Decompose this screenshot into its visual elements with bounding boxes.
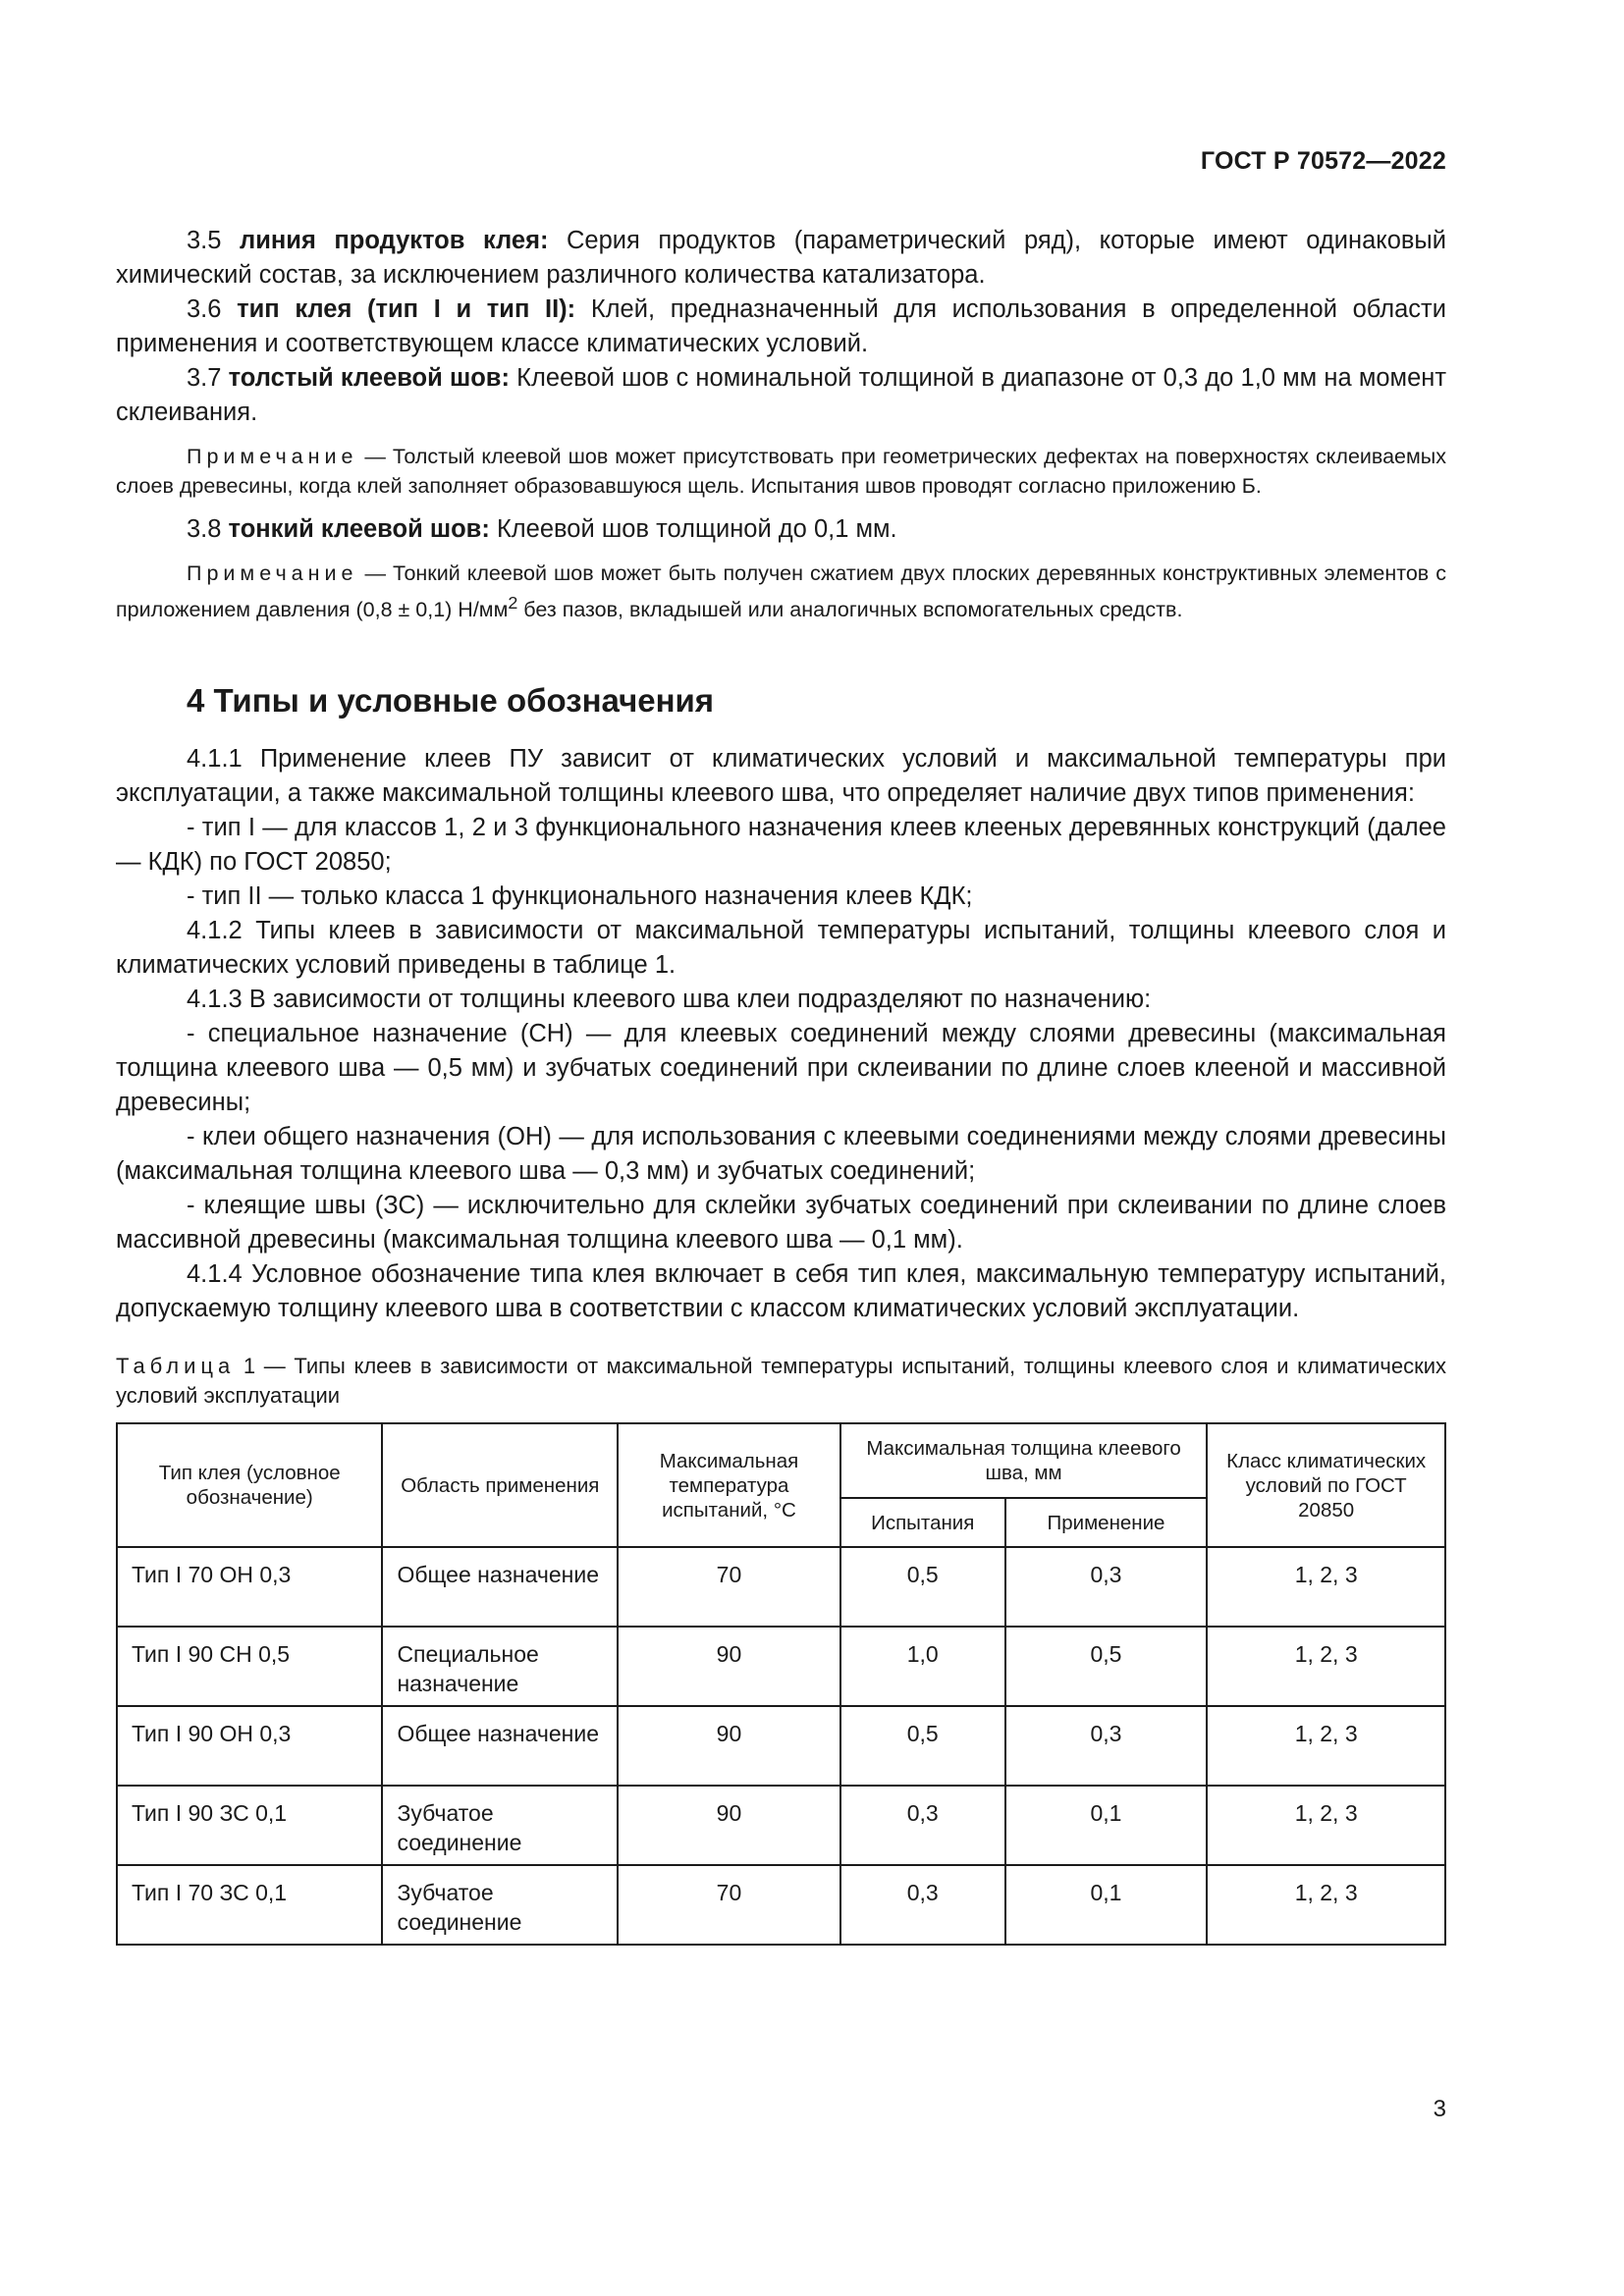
cell-class: 1, 2, 3 [1207, 1786, 1445, 1865]
header-application-area: Область применения [382, 1423, 618, 1547]
paragraph-4-1-4: 4.1.4 Условное обозначение типа клея включает в себя тип клея, максимальную температуру испытаний, допускаемую толщину клеевого шва в соответствии с классом климатических условий эксплуатации. [116, 1260, 1446, 1323]
cell-use: 0,5 [1005, 1627, 1208, 1706]
table-row [117, 1627, 1445, 1706]
note-thin-seam [116, 559, 1446, 624]
list-item: - тип II — только класса 1 функционального назначения клеев КДК; [187, 882, 973, 911]
cell-test: 1,0 [840, 1627, 1005, 1706]
glue-types-table [116, 1422, 1446, 1946]
cell-class: 1, 2, 3 [1207, 1547, 1445, 1627]
table-row [117, 1865, 1445, 1945]
header-glue-type: Тип клея (условное обозначение) [117, 1423, 382, 1547]
definition-number: 3.5 [187, 227, 222, 254]
cell-area: Общее назначение [382, 1706, 618, 1786]
header-use: Применение [1005, 1498, 1208, 1547]
cell-temp: 70 [618, 1865, 840, 1945]
cell-class: 1, 2, 3 [1207, 1865, 1445, 1945]
table-caption [116, 1352, 1446, 1411]
list-item: - тип I — для классов 1, 2 и 3 функционального назначения клеев клееных деревянных конструкций (далее — КДК) по ГОСТ 20850; [116, 814, 1446, 877]
cell-type: Тип I 90 ЗС 0,1 [117, 1786, 382, 1865]
document-body [116, 224, 1446, 1946]
cell-area: Зубчатое соединение [382, 1786, 618, 1865]
section-title: 4 Типы и условные обозначения [187, 682, 715, 720]
definition-term: тип клея (тип I и тип II): [237, 295, 576, 323]
paragraph-4-1-3: 4.1.3 В зависимости от толщины клеевого шва клеи подразделяют по назначению: [187, 986, 1152, 1014]
table-caption-text: 1 — Типы клеев в зависимости от максимальной температуры испытаний, толщины клеевого слоя и климатических условий эксплуатации [116, 1354, 1446, 1409]
list-item: - клеящие швы (ЗС) — исключительно для склейки зубчатых соединений при склеивании по длине слоев массивной древесины (максимальная толщина клеевого шва — 0,1 мм). [116, 1192, 1446, 1255]
cell-test: 0,3 [840, 1865, 1005, 1945]
note-text: — Тонкий клеевой шов может быть получен сжатием двух плоских деревянных конструктивных элементов с приложением давления (0,8 ± 0,1) Н/мм [116, 561, 1446, 622]
definition-term: линия продуктов клея: [240, 227, 549, 254]
cell-area: Общее назначение [382, 1547, 618, 1627]
cell-test: 0,5 [840, 1706, 1005, 1786]
definition-3-5 [116, 224, 1446, 293]
note-label: Примечание [187, 561, 358, 585]
definition-number: 3.8 [187, 515, 222, 543]
table-row [117, 1547, 1445, 1627]
header-max-temperature: Максимальная температура испытаний, °С [618, 1423, 840, 1547]
cell-type: Тип I 70 ЗС 0,1 [117, 1865, 382, 1945]
definition-3-7 [116, 361, 1446, 430]
table-row [117, 1786, 1445, 1865]
header-max-thickness: Максимальная толщина клеевого шва, мм [840, 1423, 1208, 1498]
table-caption-label: Таблица [116, 1354, 236, 1379]
cell-area: Зубчатое соединение [382, 1865, 618, 1945]
cell-use: 0,1 [1005, 1786, 1208, 1865]
list-item: - специальное назначение (СН) — для клеевых соединений между слоями древесины (максимальная толщина клеевого шва — 0,5 мм) и зубчатых соединений при склеивании по длине слоев клееной и массивной древесины; [116, 1020, 1446, 1117]
paragraph-4-1-2: 4.1.2 Типы клеев в зависимости от максимальной температуры испытаний, толщины клеевого слоя и климатических условий приведены в таблице 1. [116, 917, 1446, 980]
cell-test: 0,5 [840, 1547, 1005, 1627]
definition-text: Клеевой шов с номинальной толщиной в диапазоне от 0,3 до 1,0 мм на момент склеивания. [116, 364, 1447, 426]
cell-use: 0,3 [1005, 1547, 1208, 1627]
note-text-end: без пазов, вкладышей или аналогичных вспомогательных средств. [517, 598, 1183, 622]
cell-use: 0,3 [1005, 1706, 1208, 1786]
cell-temp: 90 [618, 1786, 840, 1865]
definition-number: 3.7 [187, 364, 222, 392]
cell-temp: 70 [618, 1547, 840, 1627]
cell-area: Специальное назначение [382, 1627, 618, 1706]
definition-number: 3.6 [187, 295, 222, 323]
definition-3-8 [116, 512, 1446, 547]
note-label: Примечание [187, 445, 358, 468]
definition-text: Клеевой шов толщиной до 0,1 мм. [496, 515, 897, 543]
note-text: — Толстый клеевой шов может присутствовать при геометрических дефектах на поверхностях склеиваемых слоев древесины, когда клей заполняет образовавшуюся щель. Испытания швов проводят согласно приложению Б. [116, 445, 1446, 498]
note-thick-seam [116, 442, 1446, 501]
list-item: - клеи общего назначения (ОН) — для использования с клеевыми соединениями между слоями древесины (максимальная толщина клеевого шва — 0,3 мм) и зубчатых соединений; [116, 1123, 1446, 1186]
definition-text: Серия продуктов (параметрический ряд), которые имеют одинаковый химический состав, за исключением различного количества катализатора. [116, 227, 1446, 289]
cell-temp: 90 [618, 1706, 840, 1786]
definition-text: Клей, предназначенный для использования в определенной области применения и соответствующем классе климатических условий. [116, 295, 1446, 357]
cell-test: 0,3 [840, 1786, 1005, 1865]
cell-temp: 90 [618, 1627, 840, 1706]
header-test: Испытания [840, 1498, 1005, 1547]
cell-use: 0,1 [1005, 1865, 1208, 1945]
cell-type: Тип I 90 ОН 0,3 [117, 1706, 382, 1786]
table-row [117, 1706, 1445, 1786]
cell-class: 1, 2, 3 [1207, 1627, 1445, 1706]
definition-3-6 [116, 293, 1446, 361]
definition-term: толстый клеевой шов: [228, 364, 510, 392]
note-superscript: 2 [508, 593, 518, 613]
cell-type: Тип I 70 ОН 0,3 [117, 1547, 382, 1627]
cell-class: 1, 2, 3 [1207, 1706, 1445, 1786]
definition-term: тонкий клеевой шов: [228, 515, 490, 543]
header-climate-class: Класс климатических условий по ГОСТ 20850 [1207, 1423, 1445, 1547]
cell-type: Тип I 90 СН 0,5 [117, 1627, 382, 1706]
paragraph-4-1-1: 4.1.1 Применение клеев ПУ зависит от климатических условий и максимальной температуры при эксплуатации, а также максимальной толщины клеевого шва, что определяет наличие двух типов применения: [116, 745, 1446, 808]
page-number: 3 [1433, 2096, 1446, 2122]
document-code: ГОСТ Р 70572—2022 [1200, 147, 1446, 175]
